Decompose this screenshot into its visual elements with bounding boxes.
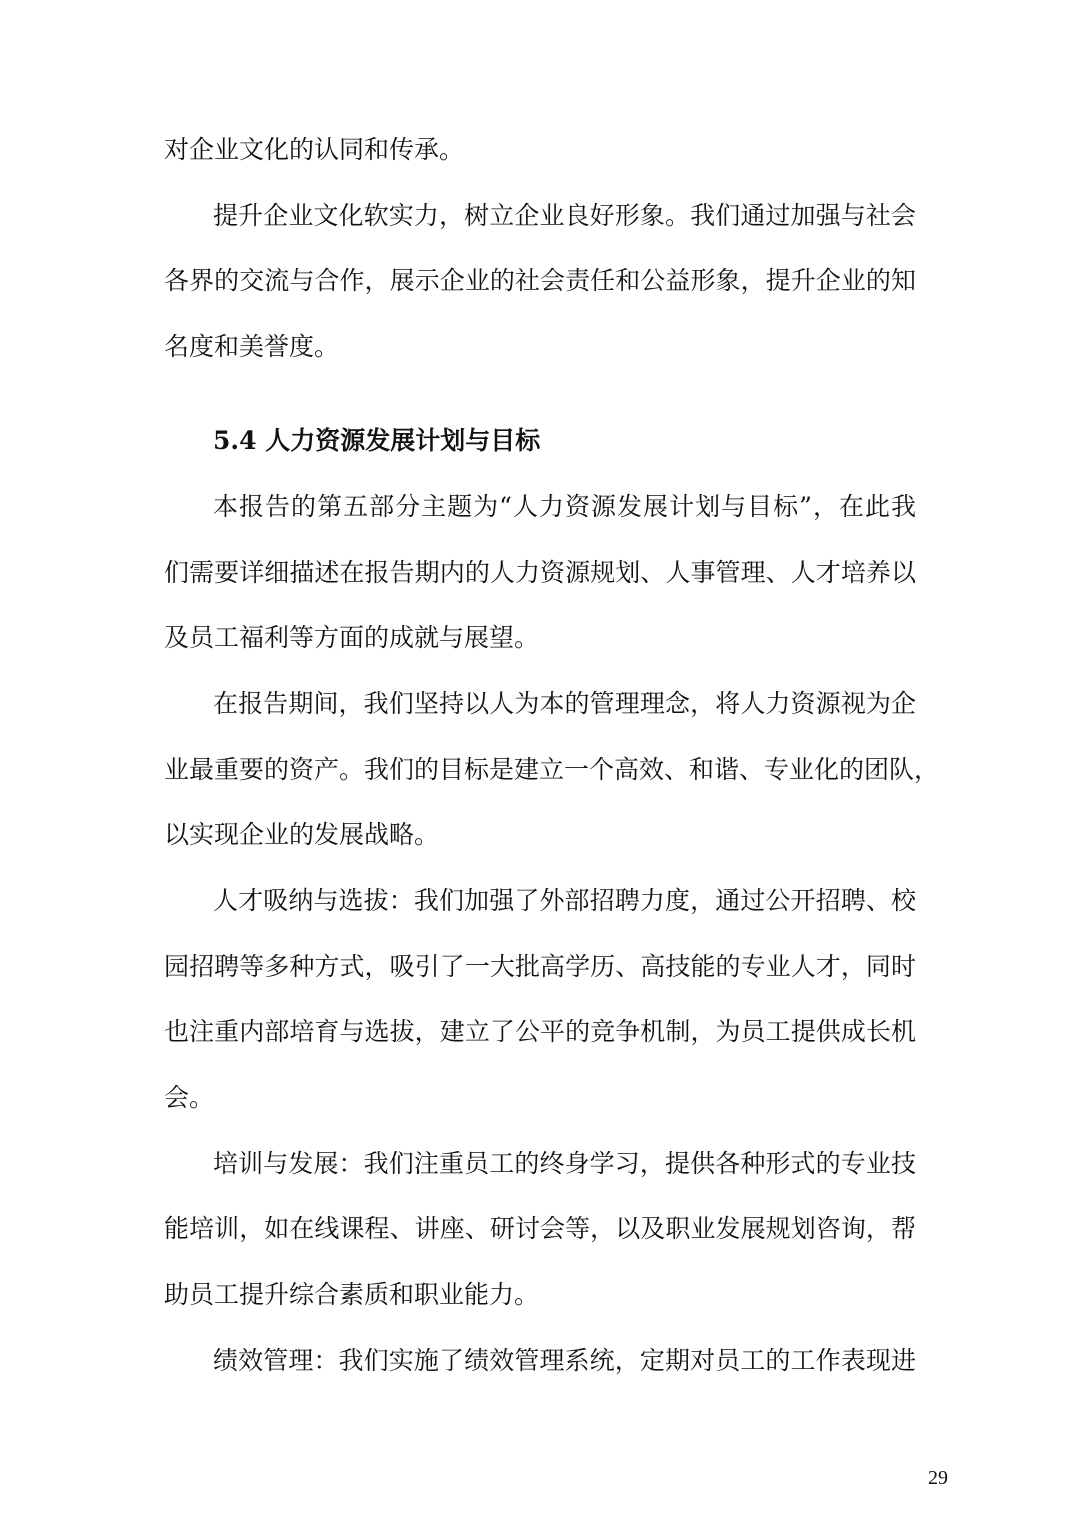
text-line: 人才吸纳与选拔：我们加强了外部招聘力度，通过公开招聘、校	[213, 886, 916, 915]
text-line: 能培训，如在线课程、讲座、研讨会等，以及职业发展规划咨询，帮	[164, 1214, 916, 1243]
text-line: 园招聘等多种方式，吸引了一大批高学历、高技能的专业人才，同时	[164, 952, 916, 981]
text-line: 培训与发展：我们注重员工的终身学习，提供各种形式的专业技	[213, 1149, 916, 1178]
text-line: 以实现企业的发展战略。	[164, 820, 440, 849]
text-line: 也注重内部培育与选拔，建立了公平的竞争机制，为员工提供成长机	[164, 1017, 916, 1046]
text-line: 及员工福利等方面的成就与展望。	[164, 623, 540, 652]
text-line: 对企业文化的认同和传承。	[164, 135, 465, 164]
page-number: 29	[928, 1467, 948, 1489]
text-line: 绩效管理：我们实施了绩效管理系统，定期对员工的工作表现进	[213, 1346, 916, 1375]
text-line: 本报告的第五部分主题为“人力资源发展计划与目标”，在此我	[213, 492, 916, 521]
text-line: 在报告期间，我们坚持以人为本的管理理念，将人力资源视为企	[213, 689, 916, 718]
text-line: 们需要详细描述在报告期内的人力资源规划、人事管理、人才培养以	[164, 558, 916, 587]
section-heading: 5.4 人力资源发展计划与目标	[213, 426, 541, 455]
text-line: 各界的交流与合作，展示企业的社会责任和公益形象，提升企业的知	[164, 266, 916, 295]
text-line: 名度和美誉度。	[164, 332, 340, 361]
text-line: 会。	[164, 1083, 215, 1112]
text-line: 提升企业文化软实力，树立企业良好形象。我们通过加强与社会	[213, 201, 916, 230]
text-line: 助员工提升综合素质和职业能力。	[164, 1280, 540, 1309]
text-line: 业最重要的资产。我们的目标是建立一个高效、和谐、专业化的团队，	[164, 755, 940, 784]
